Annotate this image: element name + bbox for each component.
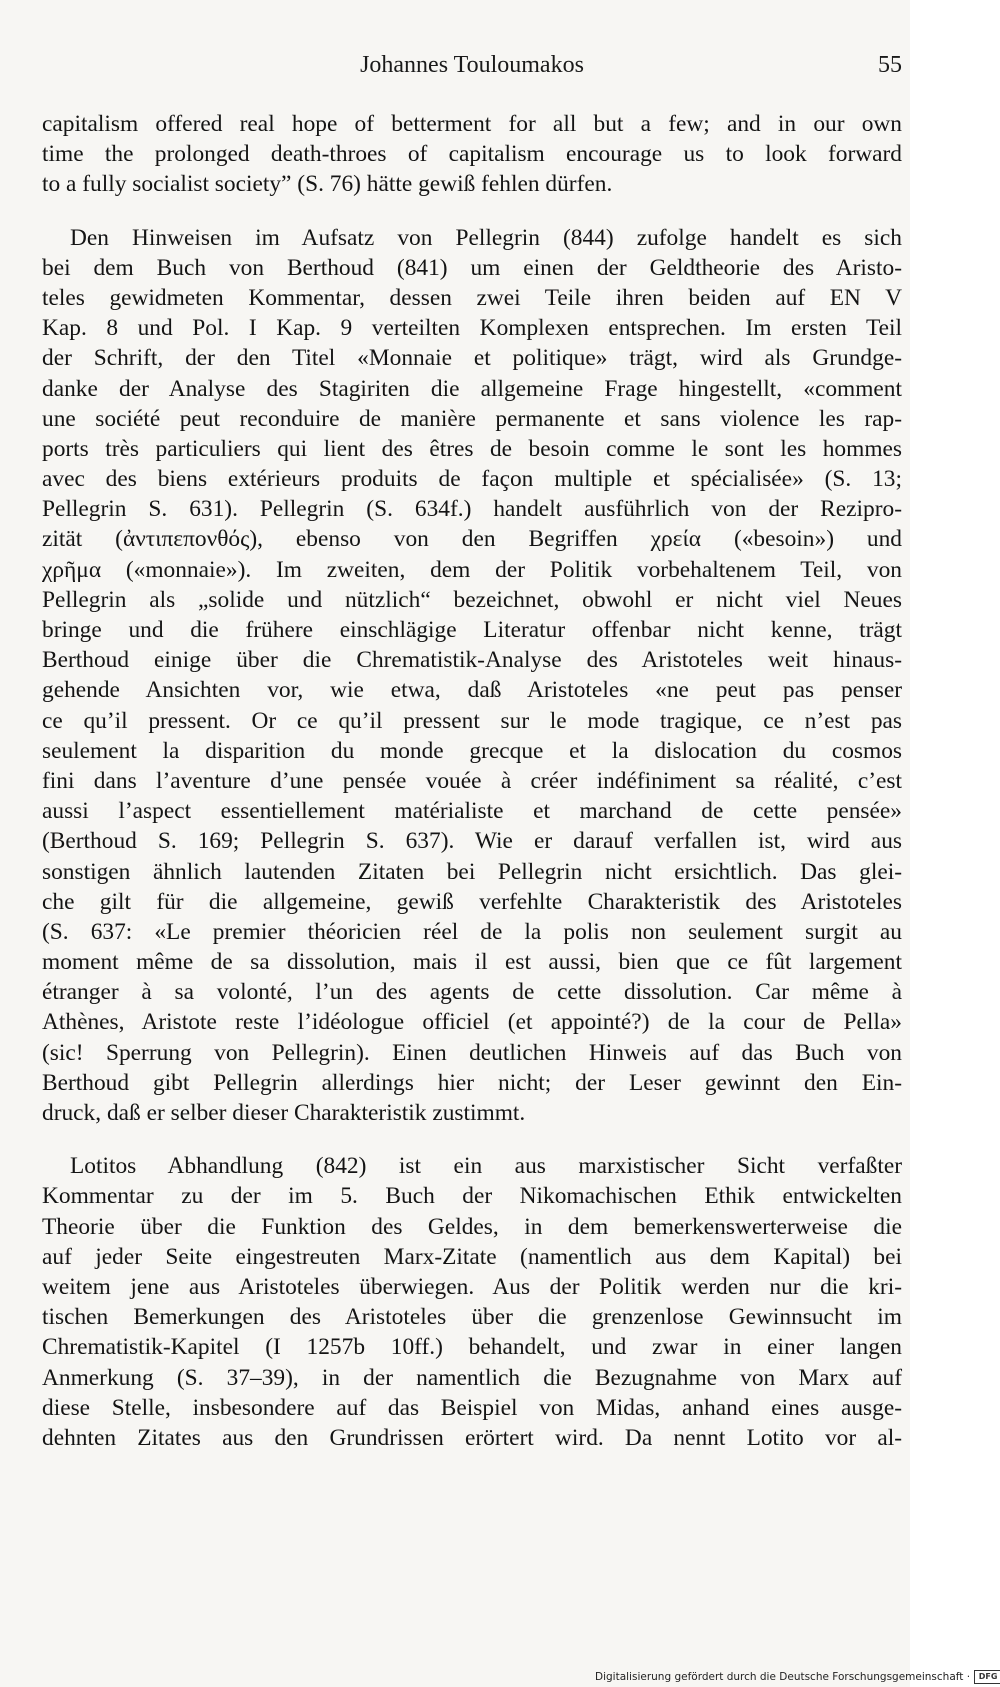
text-line: che gilt für die allgemeine, gewiß verfehlte Charakteristik des Aristoteles (42, 888, 902, 915)
text-line: moment même de sa dissolution, mais il est aussi, bien que ce fût largement (42, 949, 902, 976)
text-line: ce qu’il pressent. Or ce qu’il pressent sur le mode tragique, ce n’est pas (42, 707, 902, 734)
digitization-footer (595, 1669, 1000, 1685)
text-line: Pellegrin als „solide und nützlich“ bezeichnet, obwohl er nicht viel Neues (42, 586, 902, 613)
text-line: Kap. 8 und Pol. I Kap. 9 verteilten Komplexen entsprechen. Im ersten Teil (42, 315, 902, 342)
text-line: weitem jene aus Aristoteles überwiegen. Aus der Politik werden nur die kri- (42, 1273, 902, 1300)
text-line: avec des biens extérieurs produits de façon multiple et spécialisée» (S. 13; (42, 466, 902, 493)
text-line: auf jeder Seite eingestreuten Marx-Zitate (namentlich aus dem Kapital) bei (42, 1243, 902, 1270)
text-line: capitalism offered real hope of betterment for all but a few; and in our own (42, 111, 902, 137)
paragraph-3 (42, 1151, 902, 1453)
text-line: Berthoud einige über die Chrematistik-Analyse des Aristoteles weit hinaus- (42, 647, 902, 674)
text-line: teles gewidmeten Kommentar, dessen zwei Teile ihren beiden auf EN V (42, 284, 902, 311)
text-line: fini dans l’aventure d’une pensée vouée à créer indéfiniment sa réalité, c’est (42, 767, 902, 794)
text-line: time the prolonged death-throes of capitalism encourage us to look forward (42, 141, 902, 168)
running-head-author: Johannes Touloumakos (360, 52, 584, 78)
text-line: Theorie über die Funktion des Geldes, in dem bemerkenswerterweise die (42, 1213, 902, 1240)
text-line: tischen Bemerkungen des Aristoteles über die grenzenlose Gewinnsucht im (42, 1304, 902, 1331)
text-line: dehnten Zitates aus den Grundrissen erörtert wird. Da nennt Lotito vor al- (42, 1424, 902, 1451)
text-line: Berthoud gibt Pellegrin allerdings hier nicht; der Leser gewinnt den Ein- (42, 1069, 902, 1096)
text-line: bei dem Buch von Berthoud (841) um einen der Geldtheorie des Aristo- (42, 254, 902, 281)
text-line: Chrematistik-Kapitel (I 1257b 10ff.) behandelt, und zwar in einer langen (42, 1334, 902, 1361)
footer-credit: Digitalisierung gefördert durch die Deutsche Forschungsgemeinschaft · (595, 1671, 971, 1683)
text-line: étranger à sa volonté, l’un des agents de cette dissolution. Car même à (42, 979, 902, 1006)
text-line: aussi l’aspect essentiellement matérialiste et marchand de cette pensée» (42, 798, 902, 825)
text-line: gehende Ansichten vor, wie etwa, daß Aristoteles «ne peut pas penser (42, 677, 902, 704)
page-margin (910, 0, 1000, 1687)
text-line: diese Stelle, insbesondere auf das Beispiel von Midas, anhand eines ausge- (42, 1394, 902, 1421)
text-line: Kommentar zu der im 5. Buch der Nikomachischen Ethik entwickelten (42, 1183, 902, 1210)
dfg-logo-icon: DFG (974, 1670, 1000, 1684)
paragraph-2 (42, 223, 902, 1129)
running-header (42, 52, 902, 86)
text-line: (Berthoud S. 169; Pellegrin S. 637). Wie er darauf verfallen ist, wird aus (42, 828, 902, 855)
text-line: (S. 637: «Le premier théoricien réel de la polis non seulement surgit au (42, 918, 902, 945)
body-text (42, 109, 902, 1453)
text-line: seulement la disparition du monde grecque et la dislocation du cosmos (42, 737, 902, 764)
text-line: danke der Analyse des Stagiriten die allgemeine Frage hingestellt, «comment (42, 375, 902, 402)
text-line: une société peut reconduire de manière permanente et sans violence les rap- (42, 405, 902, 432)
text-line: der Schrift, der den Titel «Monnaie et politique» trägt, wird als Grundge- (42, 345, 902, 372)
text-line: Den Hinweisen im Aufsatz von Pellegrin (844) zufolge handelt es sich (70, 224, 902, 251)
text-line: to a fully socialist society” (S. 76) hätte gewiß fehlen dürfen. (42, 171, 613, 198)
text-line: Anmerkung (S. 37–39), in der namentlich die Bezugnahme von Marx auf (42, 1364, 902, 1391)
text-line: druck, daß er selber dieser Charakteristik zustimmt. (42, 1100, 526, 1126)
text-line: ports très particuliers qui lient des êtres de besoin comme le sont les hommes (42, 435, 902, 462)
text-line: bringe und die frühere einschlägige Literatur offenbar nicht kenne, trägt (42, 617, 902, 643)
text-line: Lotitos Abhandlung (842) ist ein aus marxistischer Sicht verfaßter (70, 1153, 902, 1180)
text-line: sonstigen ähnlich lautenden Zitaten bei Pellegrin nicht ersichtlich. Das glei- (42, 858, 902, 885)
text-line: χρῆμα («monnaie»). Im zweiten, dem der Politik vorbehaltenem Teil, von (42, 556, 902, 583)
text-line: Pellegrin S. 631). Pellegrin (S. 634f.) handelt ausführlich von der Rezipro- (42, 496, 902, 523)
page-number: 55 (878, 52, 902, 78)
text-line: (sic! Sperrung von Pellegrin). Einen deutlichen Hinweis auf das Buch von (42, 1039, 902, 1066)
text-line: Athènes, Aristote reste l’idéologue officiel (et appointé?) de la cour de Pella» (42, 1009, 902, 1036)
paragraph-1 (42, 109, 902, 200)
text-line: zität (ἀντιπεπονθός), ebenso von den Begriffen χρεία («besoin») und (42, 526, 902, 553)
